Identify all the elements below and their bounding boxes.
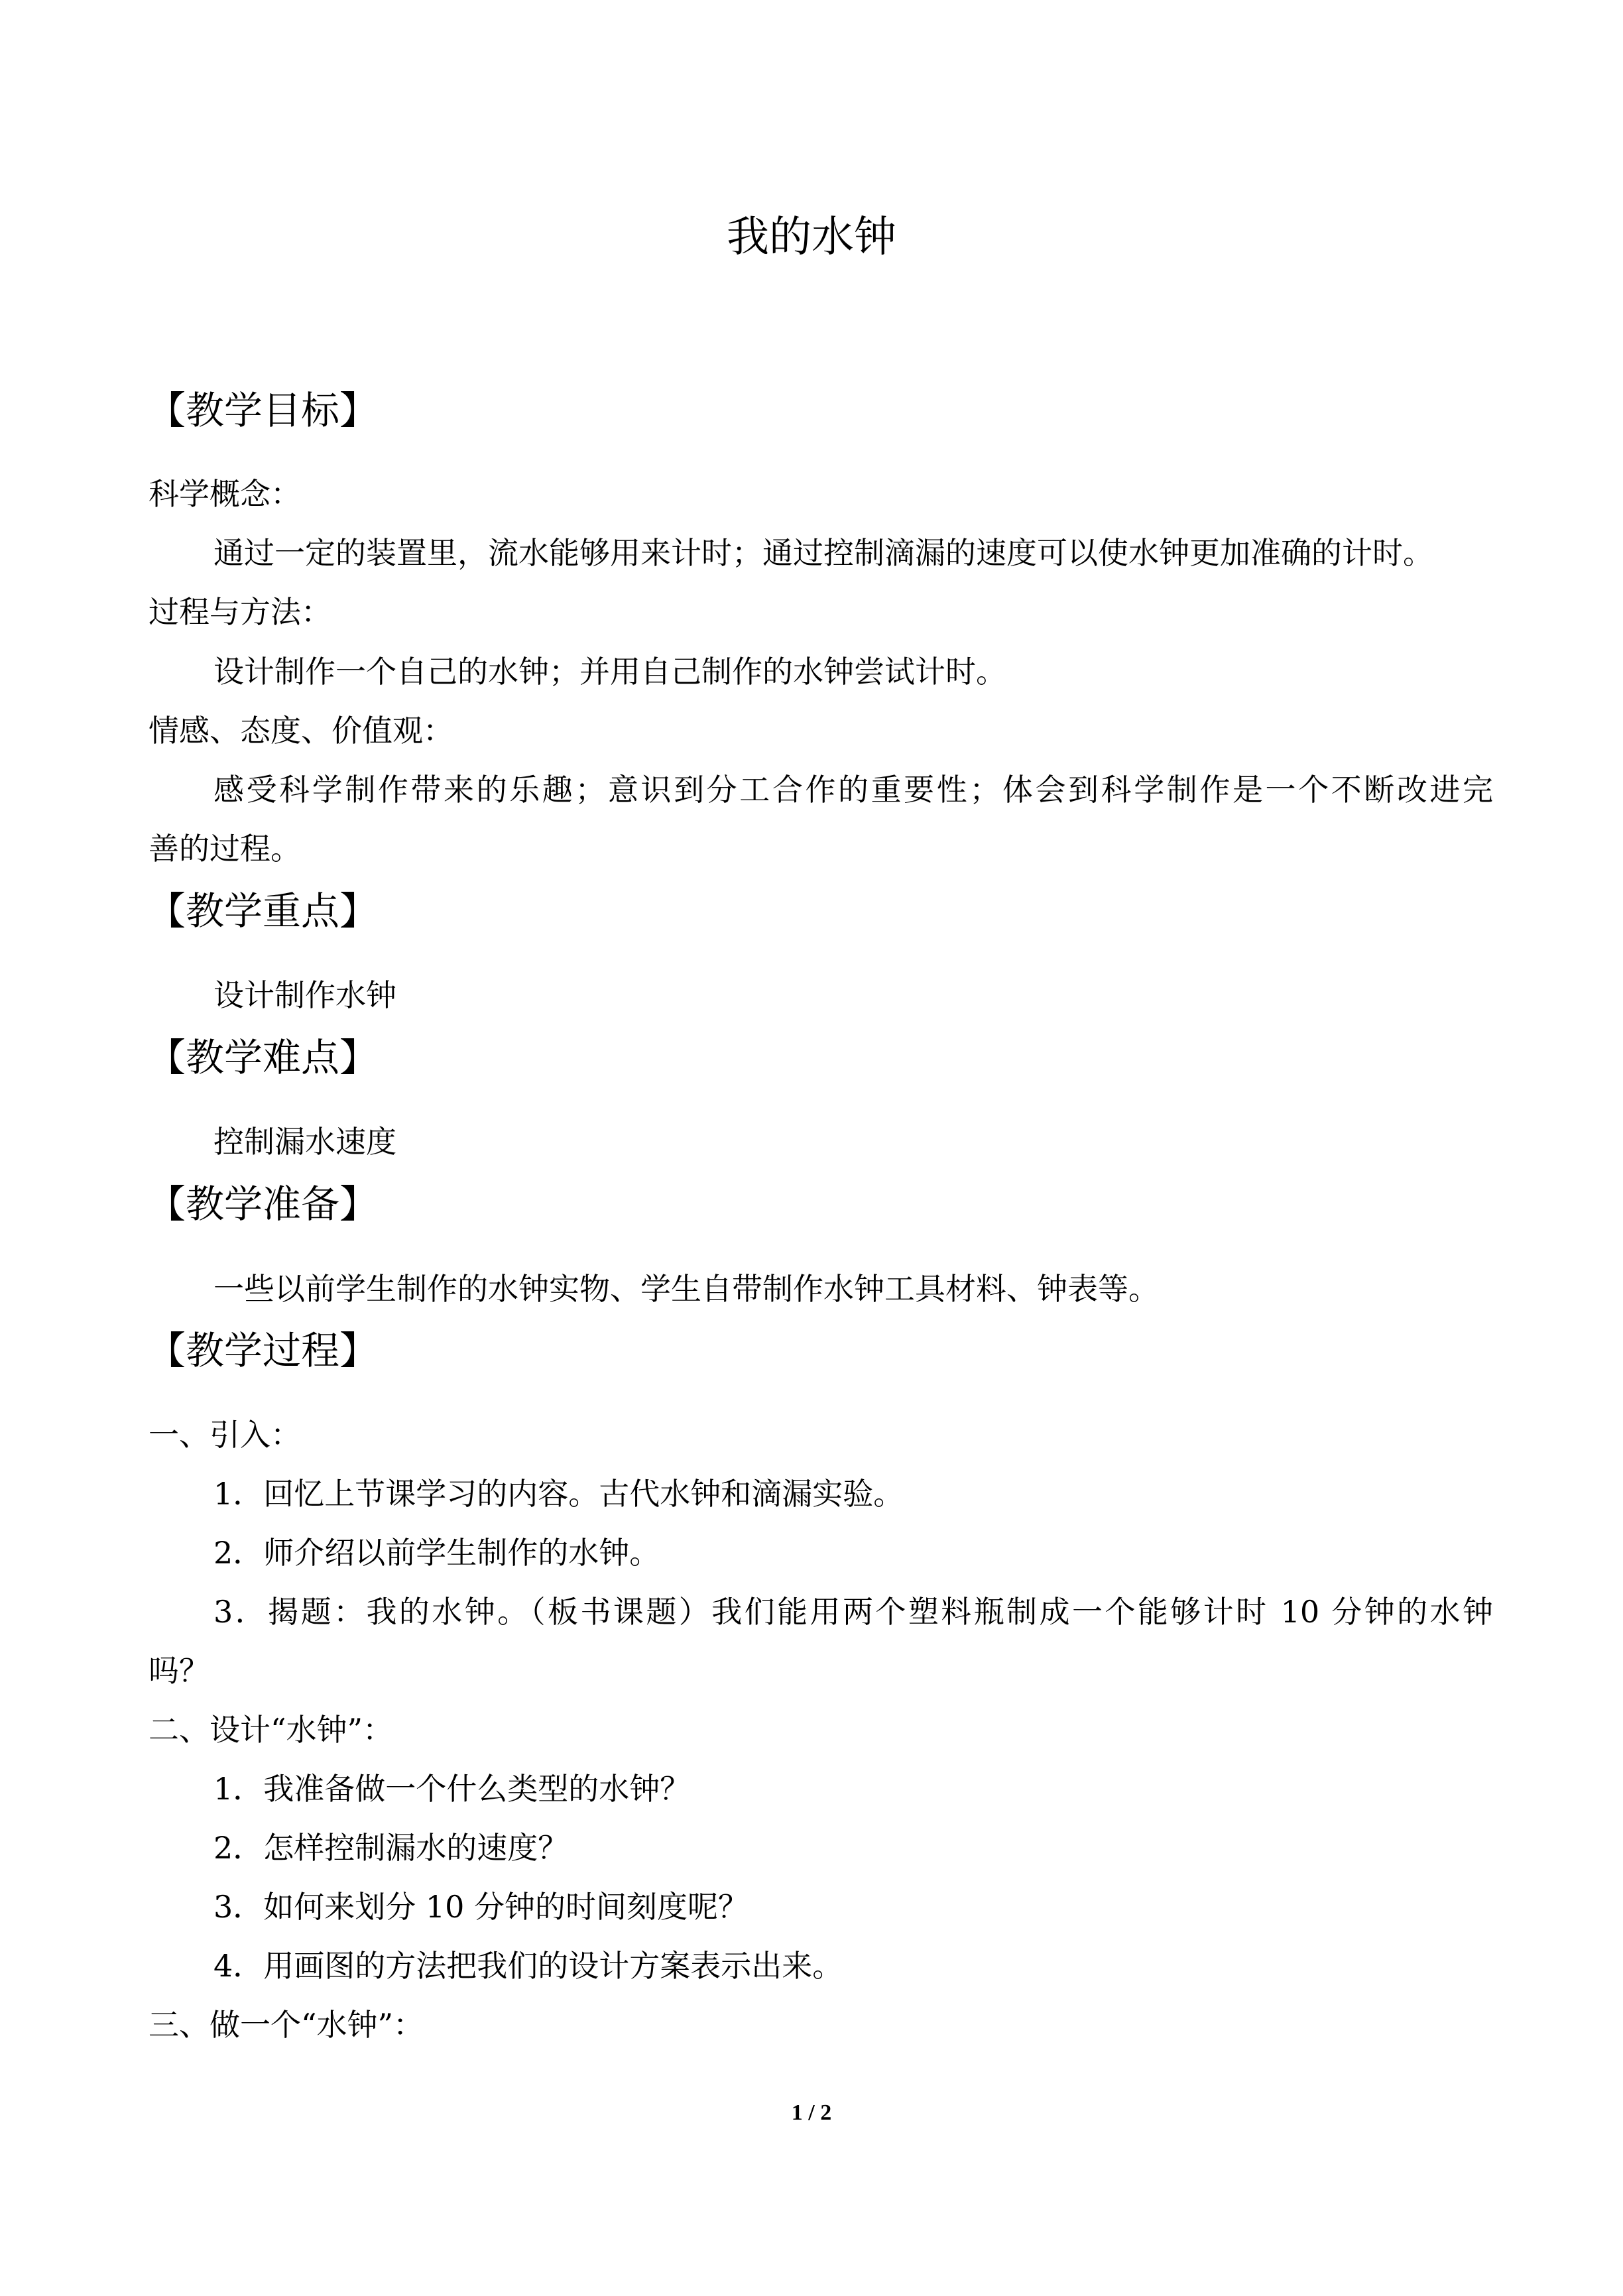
section-1-title: 一、引入：: [149, 1417, 301, 1453]
section-2-title: 二、设计“水钟”：: [149, 1712, 394, 1748]
science-concept-text: 通过一定的装置里，流水能够用来计时；通过控制滴漏的速度可以使水钟更加准确的计时。: [213, 535, 1433, 571]
section-2-item-1: 1．我准备做一个什么类型的水钟？: [213, 1771, 691, 1807]
attitude-label: 情感、态度、价值观：: [149, 713, 453, 749]
preparation-text: 一些以前学生制作的水钟实物、学生自带制作水钟工具材料、钟表等。: [213, 1271, 1159, 1307]
page-number: 1 / 2: [791, 2100, 832, 2125]
process-method-label: 过程与方法：: [149, 594, 331, 630]
section-2-item-4: 4．用画图的方法把我们的设计方案表示出来。: [213, 1948, 843, 1984]
section-1-item-1: 1．回忆上节课学习的内容。古代水钟和滴漏实验。: [213, 1476, 904, 1512]
preparation-heading: 【教学准备】: [147, 1181, 379, 1227]
section-3-title: 三、做一个“水钟”：: [149, 2007, 424, 2043]
science-concept-label: 科学概念：: [149, 476, 301, 512]
difficulties-text: 控制漏水速度: [213, 1124, 396, 1160]
objectives-heading: 【教学目标】: [147, 388, 379, 433]
section-1-item-3: 3．揭题：我的水钟。（板书课题）我们能用两个塑料瓶制成一个能够计时 10 分钟的水钟: [213, 1594, 1493, 1630]
difficulties-heading: 【教学难点】: [147, 1035, 379, 1080]
key-points-heading: 【教学重点】: [147, 888, 379, 934]
section-2-item-2: 2．怎样控制漏水的速度？: [213, 1830, 569, 1866]
page-title: 我的水钟: [727, 213, 896, 262]
attitude-text-line-1: 感受科学制作带来的乐趣；意识到分工合作的重要性；体会到科学制作是一个不断改进完: [213, 772, 1493, 808]
section-2-item-3: 3．如何来划分 10 分钟的时间刻度呢？: [213, 1889, 749, 1925]
process-method-text: 设计制作一个自己的水钟；并用自己制作的水钟尝试计时。: [213, 654, 1006, 690]
process-heading: 【教学过程】: [147, 1328, 379, 1373]
section-1-item-3-continued: 吗？: [149, 1653, 210, 1689]
attitude-text-line-2: 善的过程。: [149, 831, 301, 867]
section-1-item-2: 2．师介绍以前学生制作的水钟。: [213, 1535, 660, 1571]
key-points-text: 设计制作水钟: [213, 977, 396, 1013]
